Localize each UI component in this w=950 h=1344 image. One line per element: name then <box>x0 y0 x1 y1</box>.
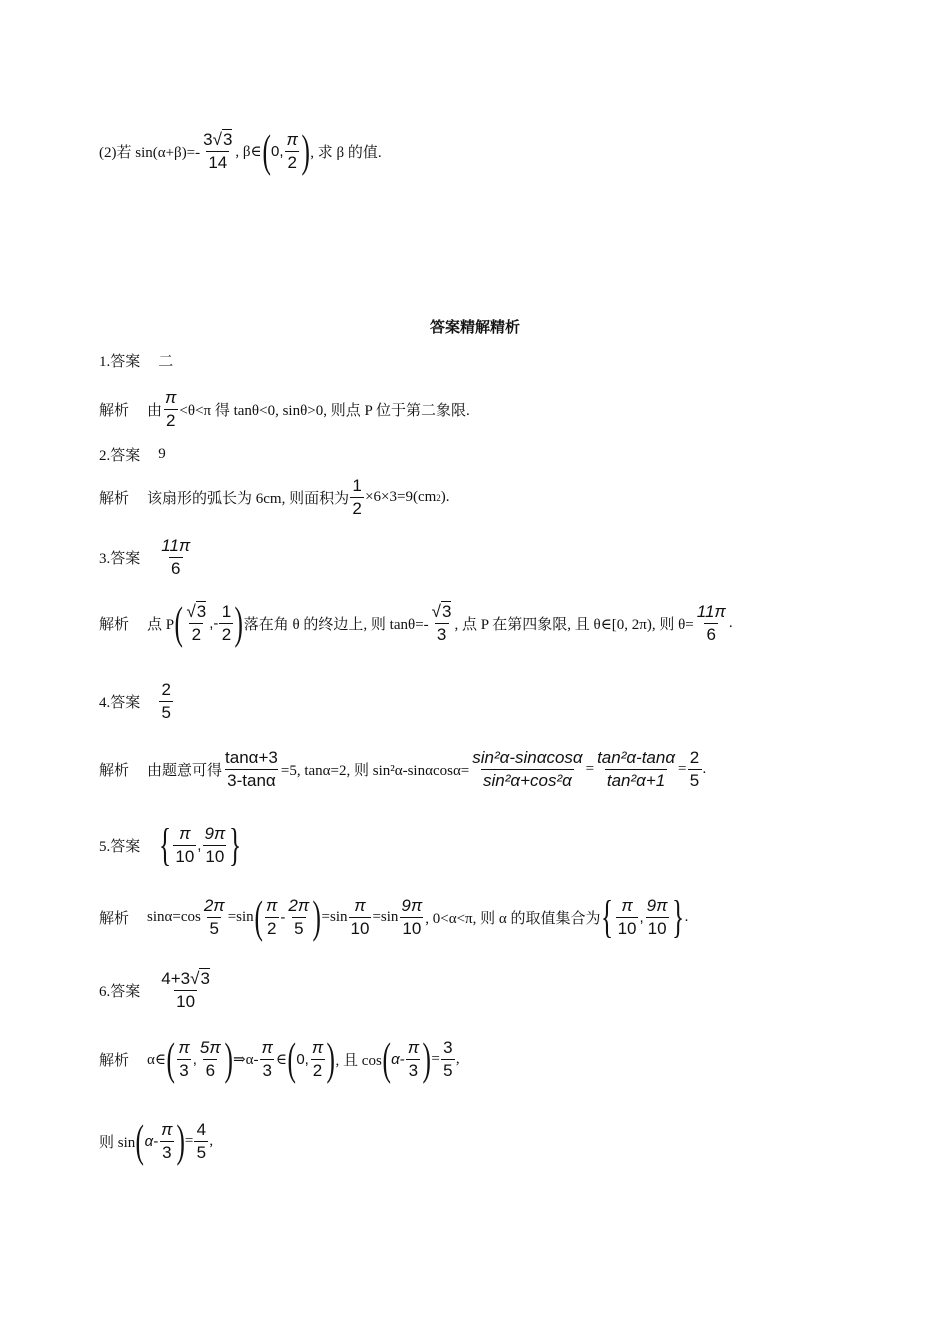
explanation-6-continued: 则 sin ( α- $\frac{\pi}{3}$ ) = $\frac{4}{5}$ , <box>99 1115 214 1166</box>
q2-mid: , β∈ <box>235 143 262 160</box>
explanation-5: 解析 sinα=cos $\frac{2\pi}{5}$ =sin ( $\frac{\pi}{2}$ - $\frac{2\pi}{5}$ ) =sin $\frac{\pi}{10}$ =sin $\frac{9\pi}{10}$ , 0<α<π, 则 α 的取值集合为 { $\frac{\pi}{10}$ , $\frac{9\pi}{10}$ } . <box>99 891 689 942</box>
q2-suffix: , 求 β 的值. <box>310 144 382 161</box>
question-2: (2)若 sin(α+β)=- $\frac{3√3}{14}$ , β∈ ( 0 , $\frac{\pi}{2}$ ) , 求 β 的值. <box>99 125 382 176</box>
explanation-3: 解析 点 P ( $\frac{√3}{2}$ ,- $\frac{1}{2}$ ) 落在角 θ 的终边上, 则 tanθ=- $\frac{√3}{3}$ , 点 P 在第四象限, 且 θ∈[0, 2π), 则 θ= $\frac{11\pi}{6}$ . <box>99 597 733 648</box>
right-paren: ) <box>301 125 310 176</box>
explanation-1: 解析 由 $\frac{\pi}{2}$ <θ<π 得 tanθ<0, sinθ>0, 则点 P 位于第二象限. <box>99 388 470 430</box>
answer-1: 1.答案 二 <box>99 354 174 370</box>
q2-interval-fraction: $\frac{\pi}{2}$ <box>286 129 298 172</box>
answer-2: 2.答案 9 <box>99 446 166 464</box>
answer-4: 4.答案 $\frac{2}{5}$ <box>99 680 174 723</box>
q2-prefix: (2)若 sin(α+β)=- <box>99 144 201 161</box>
explanation-4: 解析 由题意可得 $\frac{\tan\alpha+3}{3-\tan\alpha}$ =5, tanα=2, 则 sin²α-sinαcosα= $\frac{\text{sin²α-sinαcosα}}{\text{sin²α+cos²α}}$ = $\frac{\text{tan²α-tanα}}{\text{tan²α+1}}$ = $\frac{2}{5}$ . <box>99 748 707 790</box>
answer-6: 6.答案 $\frac{4+3√3}{10}$ <box>99 969 210 1011</box>
explanation-2: 解析 该扇形的弧长为 6cm, 则面积为 $\frac{1}{2}$ ×6×3=9(cm 2 ). <box>99 476 450 518</box>
answer-5: 5.答案 { $\frac{\pi}{10}$ , $\frac{9\pi}{10}$ } <box>99 819 242 870</box>
q2-fraction: $\frac{3√3}{14}$ <box>203 130 233 172</box>
left-paren: ( <box>262 125 271 176</box>
answer-3: 3.答案 $\frac{11\pi}{6}$ <box>99 536 191 578</box>
page-title: 答案精解精析 <box>429 318 520 336</box>
explanation-6: 解析 α∈ ( $\frac{\pi}{3}$ , $\frac{5\pi}{6}$ ) ⇒α- $\frac{\pi}{3}$ ∈ ( 0 , $\frac{\pi}{2}$ ) , 且 cos ( α- $\frac{\pi}{3}$ ) = $\frac{3}{5}$ , <box>99 1033 460 1084</box>
